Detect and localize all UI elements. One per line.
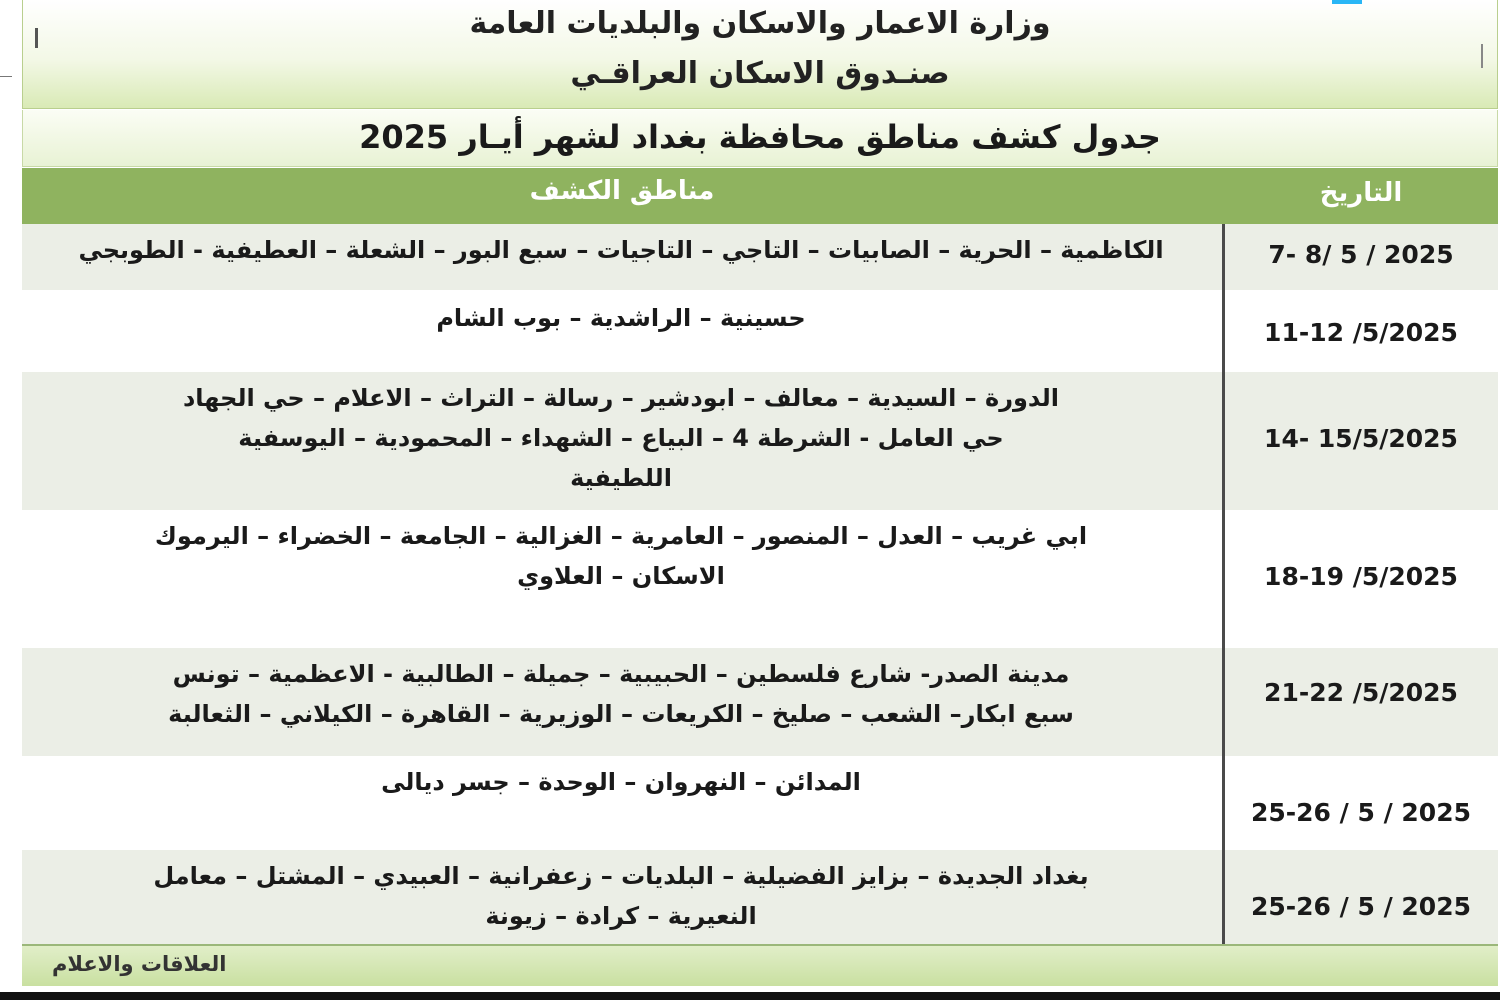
row-date-text: 7- 8/ 5 / 2025	[1268, 240, 1454, 269]
table-title-banner	[22, 110, 1498, 167]
row-date	[1226, 240, 1496, 269]
row-date-text: 25-26 / 5 / 2025	[1250, 892, 1471, 921]
table-row	[22, 756, 1498, 852]
document-frame	[22, 0, 1498, 992]
ministry-name: وزارة الاعمار والاسكان والبلديات العامة	[469, 6, 1051, 41]
table-row	[22, 648, 1498, 758]
area-line: حسينية – الراشدية – بوب الشام	[436, 304, 806, 332]
area-line: مدينة الصدر- شارع فلسطين – الحبيبية – جميلة – الطالبية - الاعظمية – تونس	[172, 660, 1070, 688]
row-date	[1226, 318, 1496, 347]
left-stray-line	[0, 76, 12, 77]
table-column-header	[22, 168, 1498, 224]
area-line: بغداد الجديدة – بزايز الفضيلية – البلديات – زعفرانية – العبيدي – المشتل – معامل	[153, 862, 1089, 890]
row-date-text: 18-19 /5/2025	[1264, 562, 1458, 591]
table-row	[22, 290, 1498, 374]
row-date	[1226, 892, 1496, 921]
column-header-date: التاريخ	[1319, 178, 1403, 208]
column-divider	[1222, 510, 1225, 648]
row-areas	[22, 654, 1220, 734]
fund-name: صنـدوق الاسكان العراقـي	[570, 56, 950, 91]
table-row	[22, 850, 1498, 944]
row-date	[1226, 678, 1496, 707]
area-line: المدائن – النهروان – الوحدة – جسر ديالى	[381, 768, 861, 796]
column-header-areas: مناطق الكشف	[529, 176, 715, 206]
area-line: سبع ابكار– الشعب – صليخ – الكريعات – الوزيرية – القاهرة – الكيلاني – الثعالبة	[168, 700, 1074, 728]
footer-department: العلاقات والاعلام	[52, 952, 227, 976]
footer-banner	[22, 944, 1498, 986]
row-date-text: 11-12 /5/2025	[1264, 318, 1458, 347]
column-divider	[1222, 372, 1225, 510]
table-title: جدول كشف مناطق محافظة بغداد لشهر أيـار 2025	[359, 118, 1161, 156]
area-line: الاسكان – العلاوي	[517, 562, 725, 590]
row-date-text: 21-22 /5/2025	[1264, 678, 1458, 707]
row-areas	[22, 762, 1220, 802]
column-divider	[1222, 756, 1225, 850]
row-areas	[22, 856, 1220, 936]
row-date-text: 25-26 / 5 / 2025	[1250, 798, 1471, 827]
column-divider	[1222, 648, 1225, 756]
row-date-text: 14- 15/5/2025	[1264, 424, 1458, 453]
table-row	[22, 510, 1498, 650]
row-areas	[22, 298, 1220, 338]
area-line: الكاظمية – الحرية – الصابيات – التاجي – التاجيات – سبع البور – الشعلة – العطيفية - الطوبجي	[78, 236, 1164, 264]
row-date	[1226, 798, 1496, 827]
row-areas	[22, 516, 1220, 596]
area-line: ابي غريب – العدل – المنصور – العامرية – الغزالية – الجامعة – الخضراء – اليرموك	[154, 522, 1088, 550]
top-accent-mark	[1332, 0, 1362, 4]
area-line: حي العامل - الشرطة 4 – البياع – الشهداء – المحمودية – اليوسفية	[238, 424, 1004, 452]
table-row	[22, 372, 1498, 512]
row-date	[1226, 562, 1496, 591]
column-divider	[1222, 224, 1225, 290]
row-areas	[22, 230, 1220, 270]
column-divider	[1222, 850, 1225, 944]
table-row	[22, 224, 1498, 292]
area-line: اللطيفية	[570, 464, 672, 492]
row-date	[1226, 424, 1496, 453]
header-banner	[22, 0, 1498, 109]
row-areas	[22, 378, 1220, 498]
area-line: الدورة – السيدية – معالف – ابودشير – رسالة – التراث – الاعلام – حي الجهاد	[182, 384, 1060, 412]
area-line: النعيرية – كرادة – زيونة	[485, 902, 757, 930]
column-divider	[1222, 290, 1225, 372]
bottom-border-bar	[0, 992, 1500, 1000]
